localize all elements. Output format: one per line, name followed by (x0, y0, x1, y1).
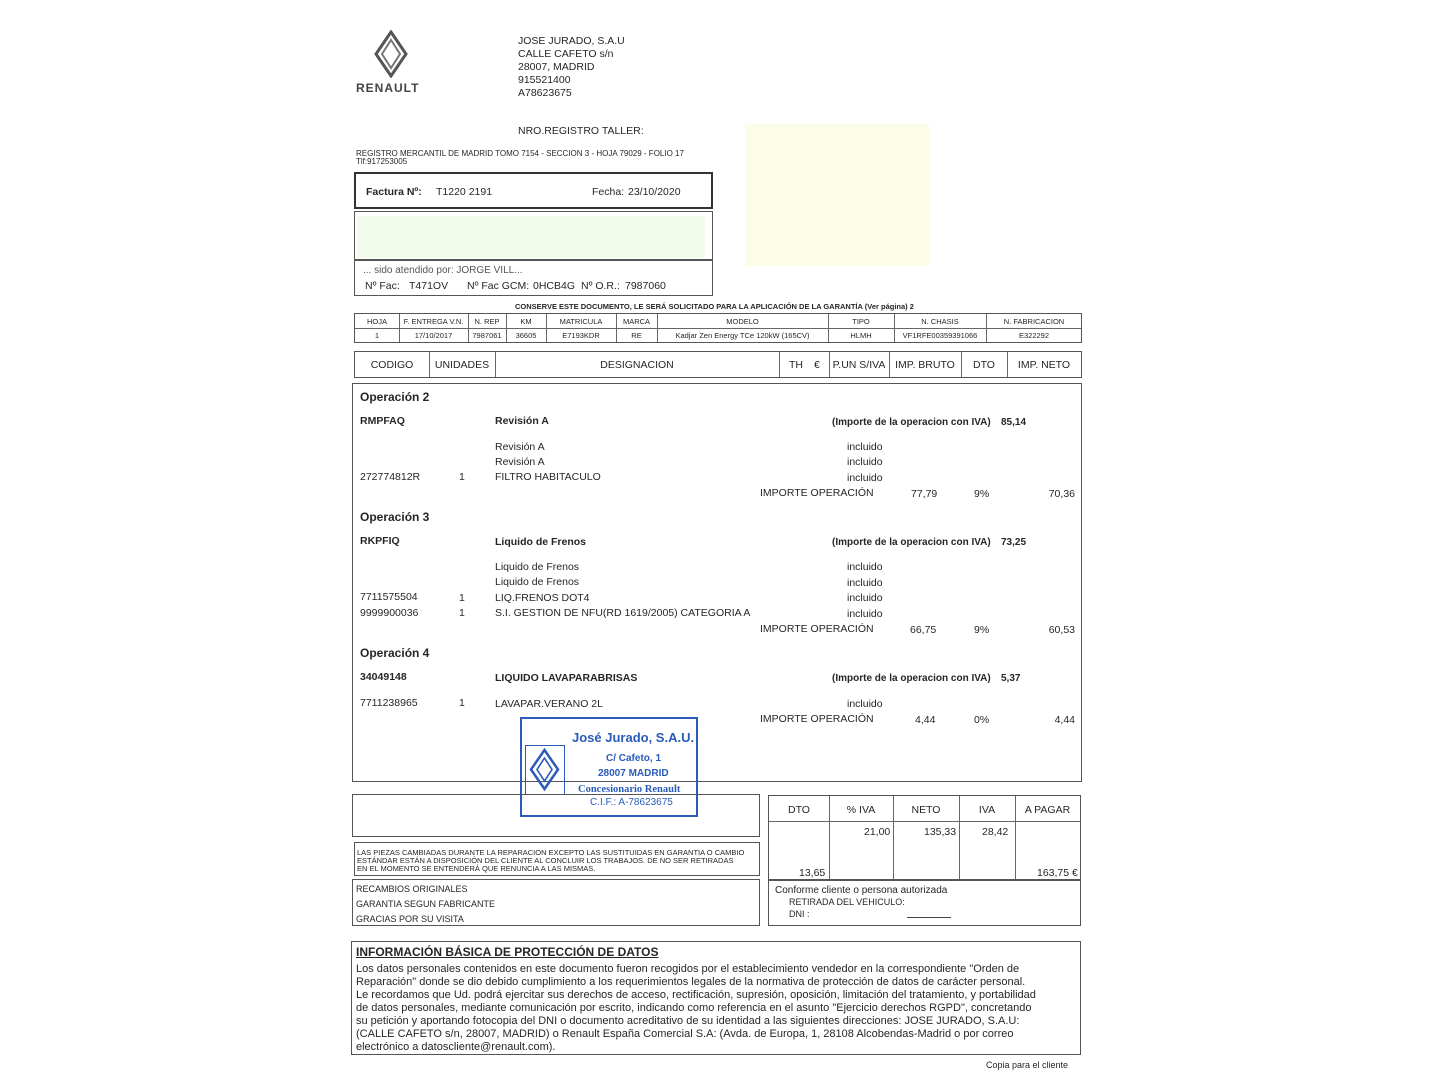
privacy-line: su petición y aportando fotocopia del DNI o documento acreditativo de su identidad a las siguientes direcciones: JOSE JURADO, S.A.U: (356, 1015, 1020, 1027)
line-status: incluido (847, 456, 883, 468)
line-desc: FILTRO HABITACULO (495, 471, 601, 483)
invoice-date: 23/10/2020 (628, 186, 681, 198)
header-unidades: UNIDADES (434, 359, 490, 371)
line-code: 9999900036 (360, 607, 419, 619)
operation-total-dto: 9% (974, 488, 990, 500)
vt-header-km: KM (520, 317, 532, 326)
originals-box (352, 879, 760, 926)
line-desc: Liquido de Frenos (495, 561, 580, 573)
served-by: ... sido atendido por: JORGE VILL... (363, 265, 523, 276)
gcm-label: Nº Fac GCM: (467, 280, 530, 292)
vt-header-modelo: MODELO (726, 317, 759, 326)
vt-value-hoja: 1 (374, 331, 380, 340)
vt-value-km: 36605 (515, 331, 537, 340)
privacy-line: electrónico a datoscliente@renault.com). (356, 1041, 556, 1053)
header-th: TH (789, 359, 803, 371)
operation-total-dto: 0% (974, 714, 990, 726)
invoice-box (354, 172, 713, 209)
stamp-company: José Jurado, S.A.U. (572, 730, 695, 745)
vt-value-entrega: 17/10/2017 (414, 331, 453, 340)
or-label: Nº O.R.: (581, 280, 620, 292)
warranty-notice: CONSERVE ESTE DOCUMENTO, LE SERÁ SOLICITADO PARA LA APLICACIÓN DE LA GARANTÍA (Ver página) 2 (515, 302, 914, 311)
parts-notice-line: EN EL MOMENTO SE ENTENDERÁ QUE RENUNCIA A LAS MISMAS. (357, 864, 596, 873)
header-euro: € (814, 359, 820, 371)
totals-a-pagar: 163,75 € (1037, 867, 1078, 879)
stamp-dealer: Concesionario Renault (578, 784, 681, 795)
line-status: incluido (847, 561, 883, 573)
signature-line: DNI : (789, 909, 810, 919)
dealer-line: JOSE JURADO, S.A.U (518, 35, 625, 47)
line-status: incluido (847, 608, 883, 620)
line-units: 1 (459, 697, 465, 709)
registry-line: REGISTRO MERCANTIL DE MADRID TOMO 7154 - SECCION 3 - HOJA 79029 - FOLIO 17 (356, 149, 684, 158)
operation-title: Operación 2 (360, 390, 430, 404)
privacy-line: Reparación" donde se dio debido cumplimiento a los requerimientos legales de la normativa de protección de datos de carácter personal. (356, 976, 1026, 988)
totals-neto: 135,33 (924, 826, 957, 838)
privacy-line: (CALLE CAFETO s/n, 28007, MADRID) o Renault España Comercial S.A: (Avda. de Europa, 1, 28108 Alcobendas-Madrid o por correo (356, 1028, 1014, 1040)
vt-value-modelo: Kadjar Zen Energy TCe 120kW (165CV) (675, 331, 810, 340)
fac-value: T471OV (409, 280, 449, 292)
vt-header-chasis: N. CHASIS (921, 317, 959, 326)
operation-total-neto: 70,36 (1048, 488, 1075, 500)
items-header (354, 351, 1082, 378)
vt-value-tipo: HLMH (850, 331, 872, 340)
renault-logo (370, 30, 412, 78)
totals-header-dto: DTO (788, 804, 810, 816)
totals-header-neto: NETO (911, 804, 941, 816)
line-status: incluido (847, 698, 883, 710)
operation-summary-label: (Importe de la operacion con IVA) (832, 417, 991, 428)
originals-line: RECAMBIOS ORIGINALES (356, 884, 468, 894)
line-code: 272774812R (360, 471, 421, 483)
redacted-customer (357, 216, 705, 258)
operation-code: RKPFIQ (360, 535, 400, 547)
redacted-area-right (745, 124, 929, 266)
line-units: 1 (459, 607, 465, 619)
line-desc: Liquido de Frenos (495, 576, 580, 588)
vt-header-matricula: MATRICULA (559, 317, 603, 326)
line-status: incluido (847, 472, 883, 484)
stamp-city: 28007 MADRID (598, 768, 669, 779)
vt-header-nrep: N. REP (474, 317, 500, 326)
operation-name: Revisión A (495, 415, 549, 427)
operation-total-neto: 60,53 (1048, 624, 1075, 636)
parts-notice-box (354, 842, 760, 876)
signature-underline (907, 917, 951, 918)
blank-box (352, 794, 760, 837)
line-units: 1 (459, 471, 465, 483)
line-status: incluido (847, 592, 883, 604)
dealer-line: A78623675 (518, 87, 572, 99)
vt-header-marca: MARCA (622, 317, 651, 326)
privacy-line: Le recordamos que Ud. podrá ejercitar sus derechos de acceso, rectificación, supresión, oposición, limitación del tratamiento, y portabilidad (356, 989, 1036, 1001)
parts-notice-line: LAS PIEZAS CAMBIADAS DURANTE LA REPARACION EXCEPTO LAS SUSTITUIDAS EN GARANTIA O CAMBIO (357, 848, 745, 857)
operation-summary-label: (Importe de la operacion con IVA) (832, 673, 991, 684)
renault-diamond-icon (526, 746, 563, 793)
operation-total-bruto: 77,79 (911, 488, 938, 500)
line-status: incluido (847, 441, 883, 453)
stamp-street: C/ Cafeto, 1 (606, 753, 662, 764)
vt-value-marca: RE (631, 331, 642, 340)
operation-total-label: IMPORTE OPERACIÓN (760, 487, 874, 499)
operation-total-bruto: 4,44 (915, 714, 936, 726)
stamp-logo-box (525, 745, 565, 795)
header-designacion: DESIGNACION (600, 359, 674, 371)
totals-table (768, 795, 1081, 881)
operation-title: Operación 4 (360, 646, 430, 660)
parts-notice-line: ESTÁNDAR ESTÁN A DISPOSICIÓN DEL CLIENTE AL CONCLUIR LOS TRABAJOS. DE NO SER RETIRADAS (357, 856, 734, 865)
line-units: 1 (459, 592, 465, 604)
operation-total-label: IMPORTE OPERACIÓN (760, 713, 874, 725)
operation-total-label: IMPORTE OPERACIÓN (760, 623, 874, 635)
fac-label: Nº Fac: (365, 280, 400, 292)
operation-code: 34049148 (360, 671, 407, 683)
totals-header-iva: IVA (978, 804, 996, 816)
privacy-line: de datos personales, mediante comunicación por escrito, indicando como referencia en el asunto "Ejercicio derechos RGPD", concretando (356, 1002, 1032, 1014)
invoice-date-label: Fecha: (592, 186, 625, 198)
privacy-box (351, 941, 1081, 1055)
vt-value-chasis: VF1RFE00359391066 (902, 331, 978, 340)
originals-line: GARANTIA SEGUN FABRICANTE (356, 899, 496, 909)
totals-dto: 13,65 (799, 867, 826, 879)
header-bruto: IMP. BRUTO (895, 359, 955, 371)
operation-summary-value: 85,14 (1001, 417, 1027, 428)
workshop-registry-label: NRO.REGISTRO TALLER: (518, 125, 644, 137)
line-code: 7711238965 (360, 697, 418, 709)
totals-header-iva-pct: % IVA (846, 804, 876, 816)
line-desc: LAVAPAR.VERANO 2L (495, 698, 603, 710)
signature-line: RETIRADA DEL VEHICULO: (789, 897, 905, 907)
dealer-line: CALLE CAFETO s/n (518, 48, 614, 60)
signature-line: Conforme cliente o persona autorizada (775, 885, 948, 896)
operation-total-dto: 9% (974, 624, 990, 636)
renault-diamond-icon (370, 30, 412, 78)
or-value: 7987060 (625, 280, 666, 292)
operation-summary-value: 73,25 (1001, 537, 1027, 548)
invoice-number-label: Factura Nº: (366, 186, 422, 198)
header-codigo: CODIGO (370, 359, 414, 371)
header-pun: P.UN S/IVA (832, 359, 886, 371)
customer-box (354, 211, 713, 261)
operation-summary-value: 5,37 (1001, 673, 1021, 684)
operation-name: Liquido de Frenos (495, 536, 586, 548)
vt-header-hoja: HOJA (366, 317, 387, 326)
line-desc: S.I. GESTION DE NFU(RD 1619/2005) CATEGORIA A (495, 607, 751, 619)
privacy-line: Los datos personales contenidos en este documento fueron recogidos por el establecimiento vendedor en la correspondiente "Orden de (356, 963, 1020, 975)
operation-total-bruto: 66,75 (910, 624, 937, 636)
dealer-line: 28007, MADRID (518, 61, 595, 73)
line-desc: Revisión A (495, 441, 545, 453)
dealer-line: 915521400 (518, 74, 571, 86)
operation-summary-label: (Importe de la operacion con IVA) (832, 537, 991, 548)
line-code: 7711575504 (360, 591, 418, 603)
totals-iva: 28,42 (982, 826, 1009, 838)
privacy-title: INFORMACIÓN BÁSICA DE PROTECCIÓN DE DATOS (356, 945, 659, 959)
registry-phone: Tlf:917253005 (356, 157, 408, 166)
originals-line: GRACIAS POR SU VISITA (356, 914, 464, 924)
items-body (352, 383, 1082, 782)
line-desc: LIQ.FRENOS DOT4 (495, 592, 590, 604)
operation-code: RMPFAQ (360, 415, 405, 427)
line-desc: Revisión A (495, 456, 545, 468)
line-status: incluido (847, 577, 883, 589)
operation-total-neto: 4,44 (1054, 714, 1075, 726)
operation-name: LIQUIDO LAVAPARABRISAS (495, 672, 638, 684)
totals-header-a-pagar: A PAGAR (1024, 804, 1071, 816)
vt-value-matricula: E7193KDR (562, 331, 600, 340)
vt-header-fabricacion: N. FABRICACION (1003, 317, 1065, 326)
vt-header-entrega: F. ENTREGA V.N. (403, 317, 464, 326)
signature-box (768, 879, 1081, 926)
header-neto: IMP. NETO (1017, 359, 1071, 371)
vt-value-fabricacion: E322292 (1018, 331, 1050, 340)
stamp-cif: C.I.F.: A-78623675 (590, 797, 673, 808)
served-box (354, 259, 713, 296)
operation-title: Operación 3 (360, 510, 430, 524)
invoice-number: T1220 2191 (436, 186, 493, 198)
vehicle-table (354, 313, 1082, 343)
vt-value-nrep: 7987061 (472, 331, 502, 340)
totals-iva-pct: 21,00 (864, 826, 891, 838)
vt-header-tipo: TIPO (852, 317, 870, 326)
brand-name: RENAULT (356, 81, 420, 95)
gcm-value: 0HCB4G (533, 280, 576, 292)
footer-copy-note: Copia para el cliente (986, 1060, 1069, 1070)
header-dto: DTO (973, 359, 995, 371)
